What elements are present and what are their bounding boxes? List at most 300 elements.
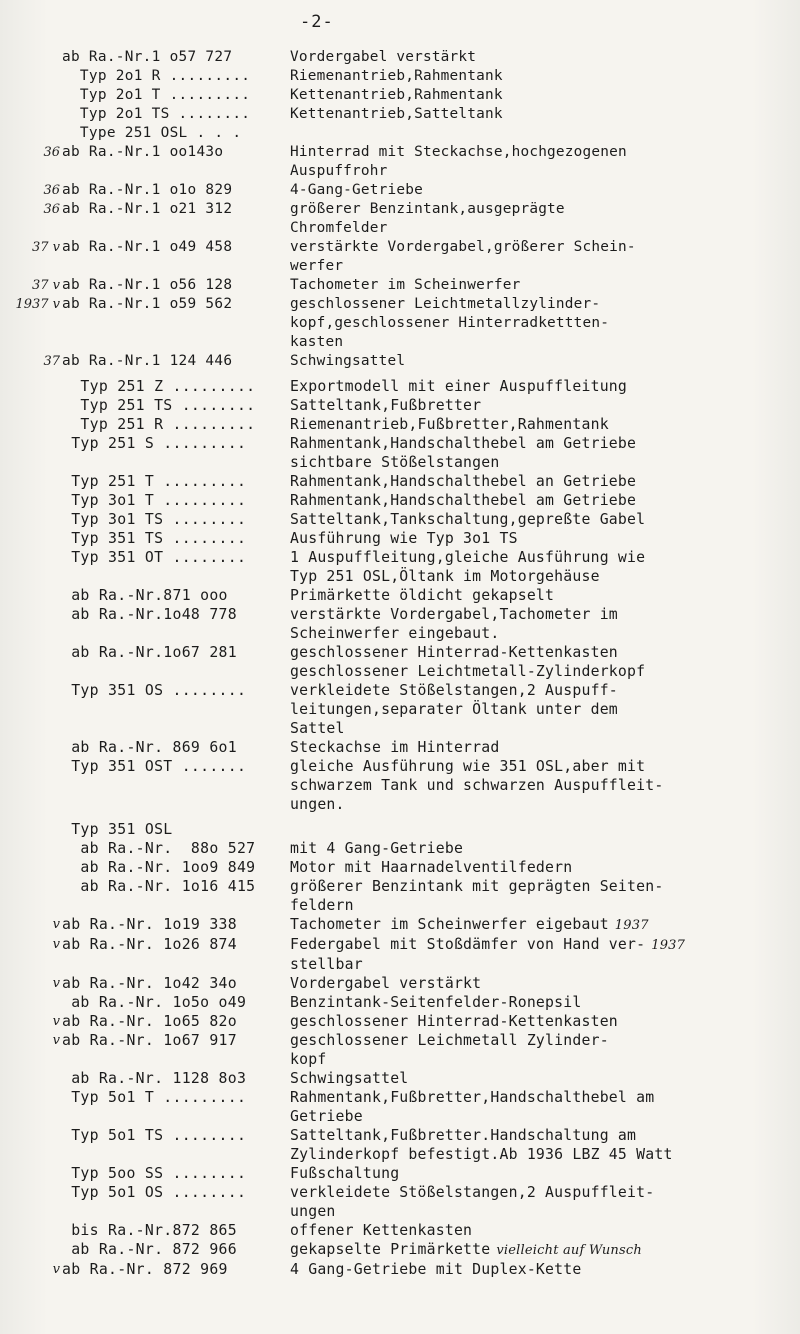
model-or-frame-number [62, 1145, 290, 1164]
model-or-frame-number: ab Ra.-Nr.1 o56 128 [62, 277, 233, 293]
description-text: Schwingsattel [290, 1070, 409, 1087]
feature-description [290, 48, 800, 67]
model-or-frame-number [62, 1050, 290, 1069]
model-or-frame-number: Typ 5o1 TS ........ [62, 1127, 247, 1144]
model-or-frame-number: Typ 351 OST ....... [62, 758, 247, 775]
feature-description [290, 820, 800, 839]
description-text: offener Kettenkasten [290, 1222, 473, 1239]
description-text: geschlossener Leichmetall Zylinder- [290, 1032, 609, 1049]
model-or-frame-number: Type 251 OSL . . . [62, 125, 242, 141]
feature-description [290, 624, 800, 643]
feature-description [290, 605, 800, 624]
entry-row [0, 738, 800, 757]
feature-description [290, 896, 800, 915]
model-or-frame-number: ab Ra.-Nr. 1o19 338 [62, 916, 237, 933]
entry-row [0, 1069, 800, 1088]
model-or-frame-number [62, 624, 290, 643]
model-or-frame-number: ab Ra.-Nr. 1o42 34o [62, 975, 237, 992]
description-text: Scheinwerfer eingebaut. [290, 625, 500, 642]
description-text: Schwingsattel [290, 353, 406, 369]
description-text: verkleidete Stößelstangen,2 Auspuff- [290, 682, 618, 699]
margin-annotation: 37 v [31, 278, 60, 293]
model-or-frame-number [62, 1107, 290, 1126]
model-or-frame-number: Typ 251 TS ........ [62, 397, 256, 414]
description-text: Exportmodell mit einer Auspuffleitung [290, 378, 628, 395]
model-or-frame-number: ab Ra.-Nr.1o67 281 [62, 644, 237, 661]
description-text: Steckachse im Hinterrad [290, 739, 500, 756]
feature-description [290, 472, 800, 491]
model-or-frame-number: Typ 5oo SS ........ [62, 1165, 247, 1182]
margin-annotation: 36 [43, 145, 60, 160]
entry-row [0, 1012, 800, 1031]
description-text: kopf [290, 1051, 327, 1068]
entry-row [0, 276, 800, 295]
margin-annotation [0, 776, 62, 795]
feature-description [290, 1031, 800, 1050]
model-or-frame-number: ab Ra.-Nr.871 ooo [62, 587, 228, 604]
entry-row [0, 700, 800, 719]
entry-row [0, 624, 800, 643]
margin-annotation [0, 1202, 62, 1221]
feature-description [290, 491, 800, 510]
description-text: Satteltank,Tankschaltung,gepreßte Gabel [290, 511, 646, 528]
feature-description [290, 1069, 800, 1088]
model-or-frame-number: ab Ra.-Nr.1 oo143o [62, 144, 224, 160]
margin-annotation [0, 377, 62, 396]
entry-row [0, 1050, 800, 1069]
model-or-frame-number: ab Ra.-Nr. 1o65 82o [62, 1013, 237, 1030]
description-text: leitungen,separater Öltank unter dem [290, 701, 618, 718]
entry-row [0, 935, 800, 955]
description-text: Fußschaltung [290, 1165, 400, 1182]
entry-row [0, 529, 800, 548]
entry-row [0, 1164, 800, 1183]
entry-row [0, 491, 800, 510]
feature-description [290, 276, 800, 295]
entry-row [0, 858, 800, 877]
model-or-frame-number [62, 257, 290, 276]
margin-annotation [0, 955, 62, 974]
model-or-frame-number: Typ 2o1 TS ........ [62, 106, 251, 122]
margin-annotation [0, 86, 62, 105]
feature-description [290, 738, 800, 757]
margin-annotation [0, 839, 62, 858]
model-or-frame-number [62, 662, 290, 681]
feature-description [290, 219, 800, 238]
feature-description [290, 162, 800, 181]
feature-description [290, 1107, 800, 1126]
feature-description [290, 915, 800, 935]
description-text: geschlossener Leichtmetallzylinder- [290, 296, 601, 312]
model-or-frame-number: ab Ra.-Nr. 1o5o o49 [62, 994, 247, 1011]
margin-annotation [0, 586, 62, 605]
entry-row [0, 548, 800, 567]
entry-row [0, 352, 800, 371]
margin-annotation [0, 896, 62, 915]
margin-annotation: 37 v [31, 240, 60, 255]
description-text: Tachometer im Scheinwerfer [290, 277, 521, 293]
model-or-frame-number [62, 776, 290, 795]
description-text: Satteltank,Fußbretter.Handschaltung am [290, 1127, 637, 1144]
entry-row [0, 1240, 800, 1260]
feature-description [290, 257, 800, 276]
entry-row [0, 105, 800, 124]
entry-row [0, 1260, 800, 1279]
entry-row [0, 396, 800, 415]
description-text: Auspuffrohr [290, 163, 388, 179]
entry-row [0, 643, 800, 662]
model-or-frame-number: ab Ra.-Nr.1 o21 312 [62, 201, 233, 217]
entry-list [0, 48, 800, 1279]
entry-row [0, 1031, 800, 1050]
entry-row [0, 472, 800, 491]
margin-annotation [0, 162, 62, 181]
entry-row [0, 877, 800, 896]
description-text: verkleidete Stößelstangen,2 Auspuffleit- [290, 1184, 655, 1201]
margin-annotation: v [52, 917, 60, 932]
entry-row [0, 839, 800, 858]
description-text: größerer Benzintank,ausgeprägte [290, 201, 565, 217]
entry-row [0, 510, 800, 529]
model-or-frame-number: ab Ra.-Nr. 1o16 415 [62, 878, 256, 895]
entry-row [0, 955, 800, 974]
feature-description [290, 1240, 800, 1260]
description-text: geschlossener Leichtmetall-Zylinderkopf [290, 663, 646, 680]
entry-row [0, 993, 800, 1012]
margin-annotation [0, 1240, 62, 1260]
description-text: Riemenantrieb,Rahmentank [290, 68, 503, 84]
margin-annotation [0, 491, 62, 510]
description-text: Kettenantrieb,Rahmentank [290, 87, 503, 103]
handwritten-note: 1937 [651, 938, 686, 953]
entry-row [0, 757, 800, 776]
description-text: sichtbare Stößelstangen [290, 454, 500, 471]
margin-annotation [0, 510, 62, 529]
model-or-frame-number: ab Ra.-Nr. 1oo9 849 [62, 859, 256, 876]
feature-description [290, 200, 800, 219]
entry-row [0, 67, 800, 86]
description-text: 1 Auspuffleitung,gleiche Ausführung wie [290, 549, 646, 566]
entry-row [0, 820, 800, 839]
description-text: Typ 251 OSL,Öltank im Motorgehäuse [290, 568, 600, 585]
feature-description [290, 1183, 800, 1202]
entry-row [0, 1183, 800, 1202]
feature-description [290, 396, 800, 415]
margin-annotation [0, 662, 62, 681]
feature-description [290, 586, 800, 605]
model-or-frame-number [62, 453, 290, 472]
model-or-frame-number: ab Ra.-Nr. 872 966 [62, 1241, 237, 1258]
model-or-frame-number: ab Ra.-Nr. 1o67 917 [62, 1032, 237, 1049]
entry-row [0, 219, 800, 238]
entry-row [0, 124, 800, 143]
model-or-frame-number [62, 219, 290, 238]
model-or-frame-number [62, 955, 290, 974]
description-text: mit 4 Gang-Getriebe [290, 840, 464, 857]
margin-annotation [0, 993, 62, 1012]
margin-annotation [0, 548, 62, 567]
model-or-frame-number: Typ 3o1 T ......... [62, 492, 247, 509]
model-or-frame-number: Typ 251 R ......... [62, 416, 256, 433]
feature-description [290, 181, 800, 200]
feature-description [290, 1145, 800, 1164]
description-text: werfer [290, 258, 344, 274]
description-text: 4 Gang-Getriebe mit Duplex-Kette [290, 1261, 582, 1278]
feature-description [290, 86, 800, 105]
entry-row [0, 776, 800, 795]
feature-description [290, 858, 800, 877]
description-text: Riemenantrieb,Fußbretter,Rahmentank [290, 416, 609, 433]
model-or-frame-number: Typ 251 T ......... [62, 473, 247, 490]
margin-annotation [0, 1050, 62, 1069]
entry-row [0, 1221, 800, 1240]
model-or-frame-number: Typ 351 OSL [62, 821, 173, 838]
model-or-frame-number: Typ 3o1 TS ........ [62, 511, 247, 528]
margin-annotation [0, 700, 62, 719]
margin-annotation [0, 1126, 62, 1145]
margin-annotation [0, 877, 62, 896]
model-or-frame-number [62, 1202, 290, 1221]
model-or-frame-number: Typ 5o1 OS ........ [62, 1184, 247, 1201]
entry-row [0, 257, 800, 276]
model-or-frame-number: ab Ra.-Nr. 872 969 [62, 1261, 228, 1278]
margin-annotation [0, 314, 62, 333]
margin-annotation [0, 1088, 62, 1107]
description-text: verstärkte Vordergabel,Tachometer im [290, 606, 618, 623]
feature-description [290, 143, 800, 162]
margin-annotation [0, 415, 62, 434]
feature-description [290, 567, 800, 586]
feature-description [290, 993, 800, 1012]
entry-row [0, 295, 800, 314]
margin-annotation: 36 [43, 183, 60, 198]
feature-description [290, 548, 800, 567]
entry-row [0, 719, 800, 738]
feature-description [290, 105, 800, 124]
entry-row [0, 333, 800, 352]
model-or-frame-number: Typ 351 OT ........ [62, 549, 247, 566]
margin-annotation [0, 719, 62, 738]
entry-row [0, 567, 800, 586]
description-text: geschlossener Hinterrad-Kettenkasten [290, 644, 618, 661]
margin-annotation [0, 624, 62, 643]
model-or-frame-number: Typ 2o1 T ......... [62, 87, 251, 103]
feature-description [290, 955, 800, 974]
margin-annotation [0, 1107, 62, 1126]
feature-description [290, 1050, 800, 1069]
margin-annotation [0, 643, 62, 662]
feature-description [290, 1088, 800, 1107]
model-or-frame-number: ab Ra.-Nr.1 124 446 [62, 353, 233, 369]
margin-annotation [0, 738, 62, 757]
margin-annotation: 36 [43, 202, 60, 217]
feature-description [290, 1221, 800, 1240]
description-text: ungen. [290, 796, 345, 813]
feature-description [290, 453, 800, 472]
page-number: -2- [300, 12, 334, 32]
model-or-frame-number: ab Ra.-Nr.1 o49 458 [62, 239, 233, 255]
description-text: verstärkte Vordergabel,größerer Schein- [290, 239, 636, 255]
description-text: gekapselte Primärkette [290, 1241, 491, 1258]
margin-annotation: 37 [43, 354, 60, 369]
entry-row [0, 586, 800, 605]
description-text: Satteltank,Fußbretter [290, 397, 482, 414]
feature-description [290, 719, 800, 738]
margin-annotation: v [52, 937, 60, 952]
feature-description [290, 776, 800, 795]
entry-row [0, 1202, 800, 1221]
description-text: kopf,geschlossener Hinterradkettten- [290, 315, 610, 331]
margin-annotation [0, 1183, 62, 1202]
entry-row [0, 200, 800, 219]
feature-description [290, 1202, 800, 1221]
feature-description [290, 238, 800, 257]
margin-annotation [0, 858, 62, 877]
description-text: Motor mit Haarnadelventilfedern [290, 859, 573, 876]
feature-description [290, 1012, 800, 1031]
feature-description [290, 314, 800, 333]
margin-annotation [0, 472, 62, 491]
margin-annotation: 1937 v [15, 297, 60, 312]
entry-row [0, 1126, 800, 1145]
model-or-frame-number: ab Ra.-Nr.1 o59 562 [62, 296, 233, 312]
margin-annotation [0, 529, 62, 548]
description-text: größerer Benzintank mit geprägten Seiten- [290, 878, 664, 895]
feature-description [290, 377, 800, 396]
entry-row [0, 434, 800, 453]
margin-annotation [0, 257, 62, 276]
margin-annotation [0, 605, 62, 624]
description-text: schwarzem Tank und schwarzen Auspuffleit- [290, 777, 664, 794]
model-or-frame-number [62, 700, 290, 719]
entry-row [0, 605, 800, 624]
model-or-frame-number: Typ 5o1 T ......... [62, 1089, 247, 1106]
description-text: Federgabel mit Stoßdämfer von Hand ver- [290, 936, 646, 953]
entry-row [0, 1088, 800, 1107]
margin-annotation [0, 67, 62, 86]
model-or-frame-number: ab Ra.-Nr.1 o1o 829 [62, 182, 233, 198]
entry-row [0, 48, 800, 67]
margin-annotation [0, 757, 62, 776]
margin-annotation [0, 1069, 62, 1088]
feature-description [290, 643, 800, 662]
feature-description [290, 434, 800, 453]
model-or-frame-number [62, 719, 290, 738]
margin-annotation: v [52, 1014, 60, 1029]
entry-row [0, 143, 800, 162]
margin-annotation [0, 795, 62, 814]
entry-row [0, 1107, 800, 1126]
model-or-frame-number: Typ 251 Z ......... [62, 378, 256, 395]
entry-row [0, 181, 800, 200]
description-text: stellbar [290, 956, 363, 973]
model-or-frame-number: ab Ra.-Nr.1 o57 727 [62, 49, 233, 65]
margin-annotation [0, 105, 62, 124]
feature-description [290, 529, 800, 548]
description-text: Zylinderkopf befestigt.Ab 1936 LBZ 45 Watt [290, 1146, 673, 1163]
margin-annotation [0, 124, 62, 143]
description-text: Getriebe [290, 1108, 363, 1125]
feature-description [290, 1126, 800, 1145]
entry-row [0, 86, 800, 105]
margin-annotation: v [52, 976, 60, 991]
model-or-frame-number: ab Ra.-Nr. 869 6o1 [62, 739, 237, 756]
feature-description [290, 352, 800, 371]
description-text: Ausführung wie Typ 3o1 TS [290, 530, 518, 547]
feature-description [290, 681, 800, 700]
entry-row [0, 314, 800, 333]
entry-row [0, 453, 800, 472]
description-text: Sattel [290, 720, 345, 737]
description-text: ungen [290, 1203, 336, 1220]
description-text: Rahmentank,Handschalthebel an Getriebe [290, 473, 637, 490]
margin-annotation [0, 567, 62, 586]
entry-row [0, 795, 800, 814]
margin-annotation: v [52, 1262, 60, 1277]
feature-description [290, 757, 800, 776]
margin-annotation [0, 396, 62, 415]
model-or-frame-number: Typ 251 S ......... [62, 435, 247, 452]
model-or-frame-number: bis Ra.-Nr.872 865 [62, 1222, 237, 1239]
model-or-frame-number: ab Ra.-Nr.1o48 778 [62, 606, 237, 623]
model-or-frame-number [62, 567, 290, 586]
feature-description [290, 700, 800, 719]
description-text: geschlossener Hinterrad-Kettenkasten [290, 1013, 618, 1030]
description-text: Rahmentank,Handschalthebel am Getriebe [290, 492, 637, 509]
model-or-frame-number: ab Ra.-Nr. 1o26 874 [62, 936, 237, 953]
feature-description [290, 935, 800, 955]
feature-description [290, 333, 800, 352]
margin-annotation [0, 453, 62, 472]
feature-description [290, 974, 800, 993]
model-or-frame-number: Typ 351 TS ........ [62, 530, 247, 547]
description-text: kasten [290, 334, 344, 350]
feature-description [290, 1260, 800, 1279]
entry-row [0, 662, 800, 681]
description-text: Tachometer im Scheinwerfer eigebaut [290, 916, 609, 933]
model-or-frame-number: Typ 2o1 R ......... [62, 68, 251, 84]
feature-description [290, 124, 800, 143]
margin-annotation [0, 48, 62, 67]
margin-annotation: v [52, 1033, 60, 1048]
model-or-frame-number [62, 314, 290, 333]
description-text: Benzintank-Seitenfelder-Ronepsil [290, 994, 582, 1011]
model-or-frame-number: ab Ra.-Nr. 88o 527 [62, 840, 256, 857]
entry-row [0, 915, 800, 935]
feature-description [290, 295, 800, 314]
description-text: Hinterrad mit Steckachse,hochgezogenen [290, 144, 627, 160]
margin-annotation [0, 1221, 62, 1240]
description-text: 4-Gang-Getriebe [290, 182, 423, 198]
feature-description [290, 67, 800, 86]
feature-description [290, 415, 800, 434]
model-or-frame-number [62, 162, 290, 181]
description-text: Rahmentank,Fußbretter,Handschalthebel am [290, 1089, 655, 1106]
entry-row [0, 681, 800, 700]
feature-description [290, 1164, 800, 1183]
margin-annotation [0, 434, 62, 453]
entry-row [0, 1145, 800, 1164]
description-text: Primärkette öldicht gekapselt [290, 587, 555, 604]
margin-annotation [0, 820, 62, 839]
model-or-frame-number: Typ 351 OS ........ [62, 682, 247, 699]
margin-annotation [0, 1145, 62, 1164]
entry-row [0, 238, 800, 257]
model-or-frame-number: ab Ra.-Nr. 1128 8o3 [62, 1070, 247, 1087]
margin-annotation [0, 333, 62, 352]
feature-description [290, 877, 800, 896]
entry-row [0, 974, 800, 993]
